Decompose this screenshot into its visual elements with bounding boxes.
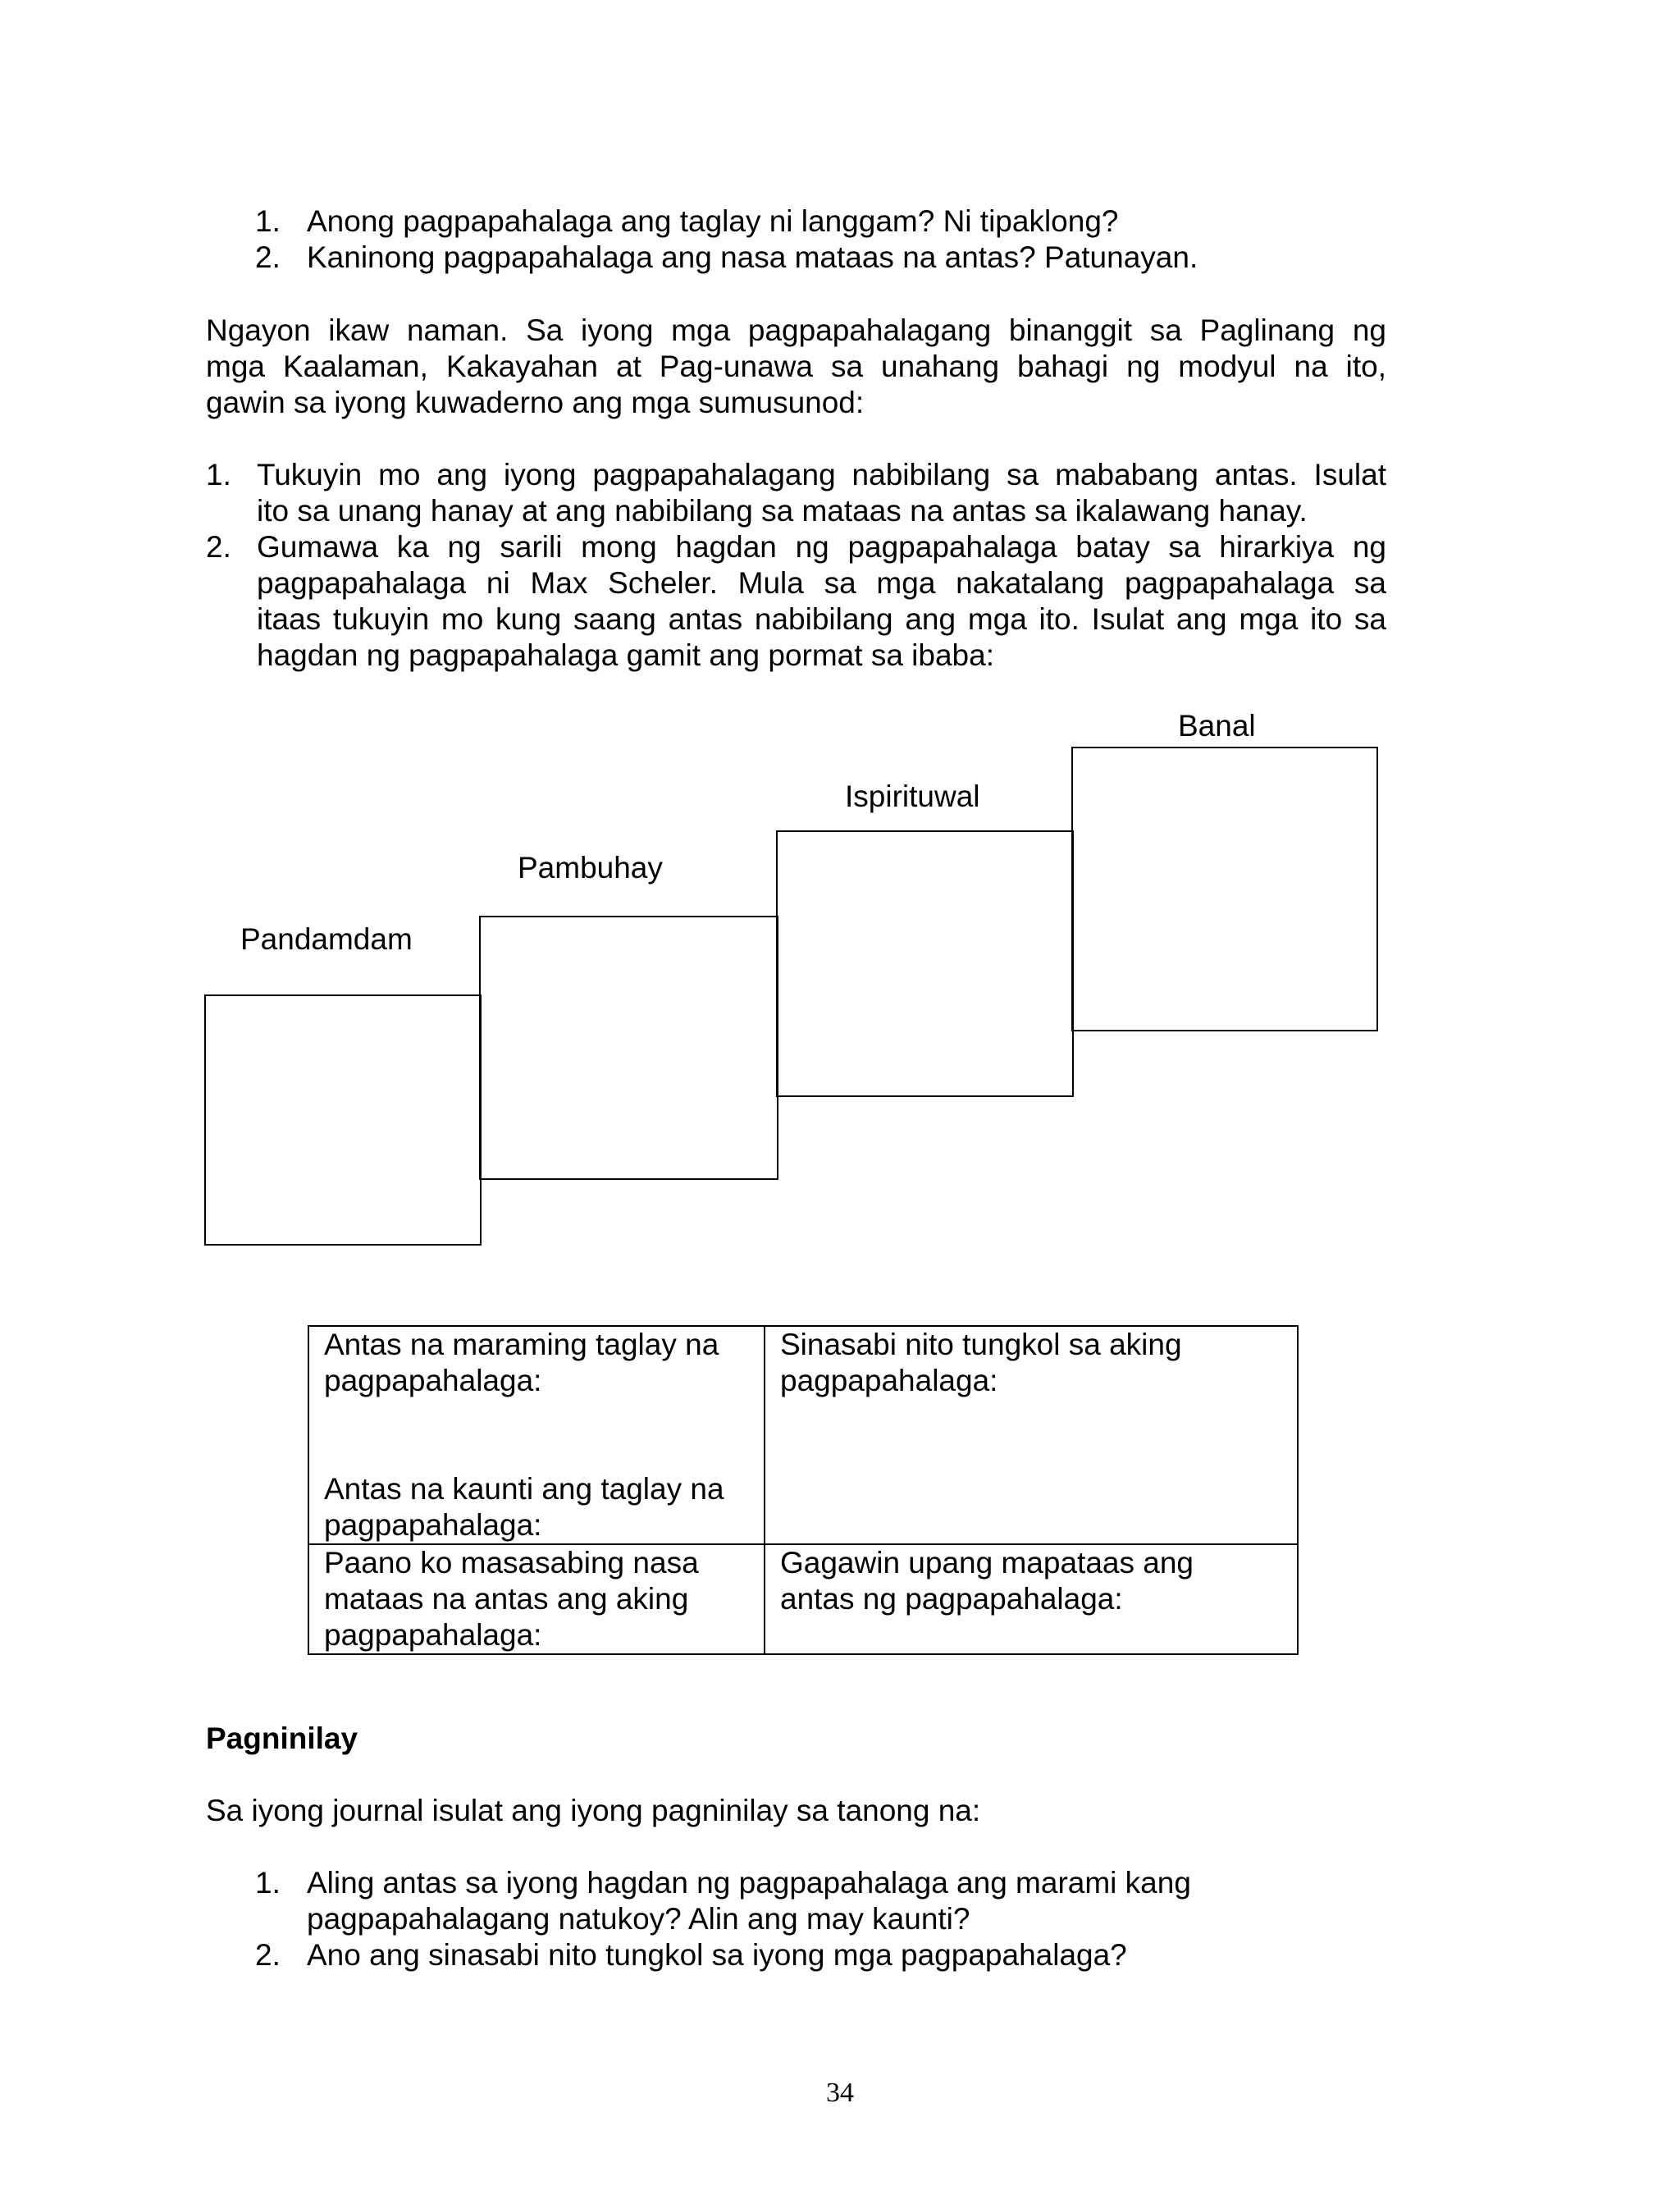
table-cell-proof xyxy=(308,1544,765,1654)
list-number: 1. xyxy=(255,204,281,238)
paragraph-line: mga Kaalaman, Kakayahan at Pag-unawa sa unahang bahagi ng modyul na ito, xyxy=(206,350,1386,383)
cell-line: pagpapahalaga: xyxy=(324,1618,542,1652)
list-item-line: hagdan ng pagpapahalaga gamit ang pormat sa ibaba: xyxy=(257,638,994,672)
table-cell-meaning xyxy=(765,1326,1298,1544)
list-number: 1. xyxy=(206,458,231,491)
cell-line: Gagawin upang mapataas ang xyxy=(780,1546,1194,1580)
list-number: 1. xyxy=(255,1866,281,1900)
step-label-pambuhay: Pambuhay xyxy=(518,851,663,885)
cell-line: Antas na maraming taglay na xyxy=(324,1328,719,1361)
section-heading: Pagninilay xyxy=(206,1721,358,1755)
list-item-line: itaas tukuyin mo kung saang antas nabibilang ang mga ito. Isulat ang mga ito sa xyxy=(257,602,1386,636)
step-box-pandamdam xyxy=(204,994,482,1246)
cell-line: pagpapahalaga: xyxy=(324,1364,542,1397)
table-cell-action xyxy=(765,1544,1298,1654)
step-label-ispirituwal: Ispirituwal xyxy=(845,780,980,813)
step-label-pandamdam: Pandamdam xyxy=(240,922,413,956)
cell-line: pagpapahalaga: xyxy=(324,1508,542,1542)
list-item: Kaninong pagpapahalaga ang nasa mataas na antas? Patunayan. xyxy=(307,240,1198,274)
table-row xyxy=(308,1544,1298,1654)
list-number: 2. xyxy=(206,530,231,564)
list-item-line: pagpapahalagang natukoy? Alin ang may kaunti? xyxy=(307,1902,970,1936)
cell-line: Sinasabi nito tungkol sa aking xyxy=(780,1328,1182,1361)
list-item-line: Ano ang sinasabi nito tungkol sa iyong mga pagpapahalaga? xyxy=(307,1938,1127,1972)
section-instruction: Sa iyong journal isulat ang iyong pagninilay sa tanong na: xyxy=(206,1794,981,1827)
list-item-line: ito sa unang hanay at ang nabibilang sa mataas na antas sa ikalawang hanay. xyxy=(257,494,1308,528)
table-row xyxy=(308,1326,1298,1544)
step-label-banal: Banal xyxy=(1178,709,1256,743)
table-cell-levels xyxy=(308,1326,765,1544)
list-item-line: Tukuyin mo ang iyong pagpapahalagang nabibilang sa mababang antas. Isulat xyxy=(257,458,1386,491)
page-number: 34 xyxy=(826,2078,854,2108)
cell-line: antas ng pagpapahalaga: xyxy=(780,1582,1123,1616)
list-item: Anong pagpapahalaga ang taglay ni langgam? Ni tipaklong? xyxy=(307,204,1119,238)
list-item-line: Gumawa ka ng sarili mong hagdan ng pagpapahalaga batay sa hirarkiya ng xyxy=(257,530,1386,564)
list-number: 2. xyxy=(255,1938,281,1972)
cell-line: mataas na antas ang aking xyxy=(324,1582,689,1616)
list-number: 2. xyxy=(255,240,281,274)
reflection-table xyxy=(308,1325,1299,1655)
step-box-ispirituwal xyxy=(776,830,1074,1097)
paragraph-line: gawin sa iyong kuwaderno ang mga sumusunod: xyxy=(206,386,865,419)
cell-line: Antas na kaunti ang taglay na xyxy=(324,1472,724,1506)
list-item-line: pagpapahalaga ni Max Scheler. Mula sa mga nakatalang pagpapahalaga sa xyxy=(257,566,1386,600)
step-box-pambuhay xyxy=(479,916,778,1180)
paragraph-line: Ngayon ikaw naman. Sa iyong mga pagpapahalagang binanggit sa Paglinang ng xyxy=(206,313,1386,347)
list-item-line: Aling antas sa iyong hagdan ng pagpapahalaga ang marami kang xyxy=(307,1866,1191,1900)
cell-line: Paano ko masasabing nasa xyxy=(324,1546,699,1580)
step-box-banal xyxy=(1071,747,1378,1031)
cell-line: pagpapahalaga: xyxy=(780,1364,998,1397)
